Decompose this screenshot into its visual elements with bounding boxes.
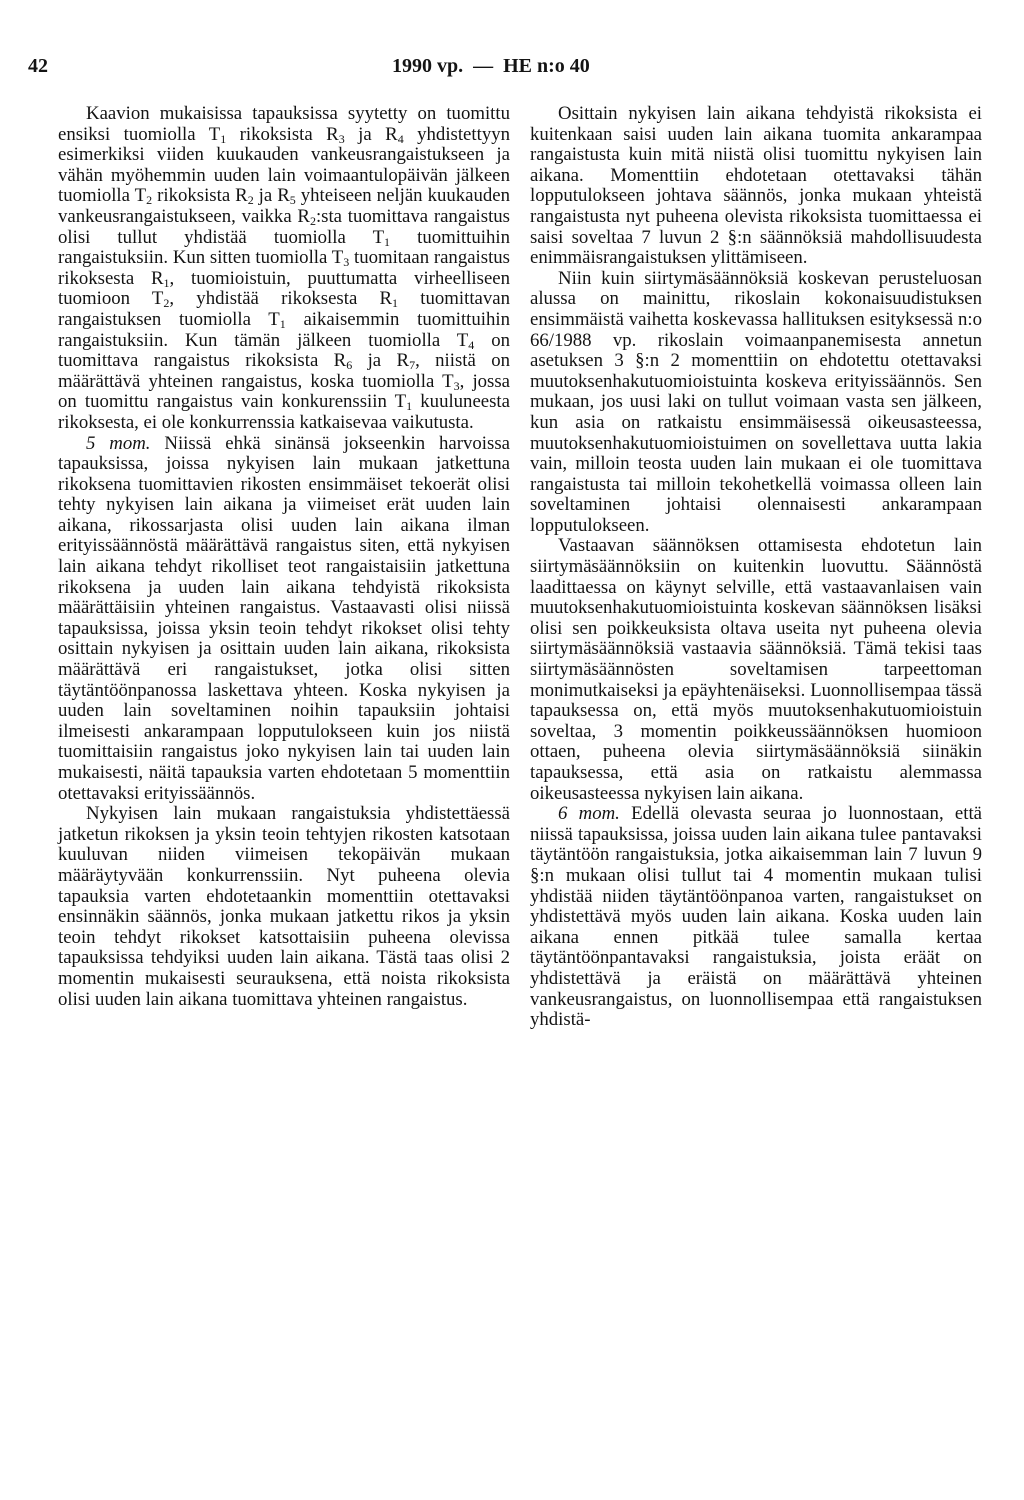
paragraph: Osittain nykyisen lain aikana tehdyistä rikoksista ei kuitenkaan saisi uuden lain aikana tuomita ankarampaa rangaistusta kuin mitä niistä olisi tuomittu nykyisen lain aikana. Momenttiin ehdotetaan otettavaksi tähän lopputulokseen johtava säännös, jonka mukaan yhteistä rangaistusta nyt puheena olevista rikoksista tuomittaessa ei saisi soveltaa 7 luvun 2 §:n säännöksiä mahdollisuudesta enimmäisrangaistuksen ylittämiseen. — [530, 103, 982, 269]
header-doc-id: HE n:o 40 — [503, 55, 590, 77]
running-head — [392, 55, 590, 78]
paragraph: 6 mom. Edellä olevasta seuraa jo luonnostaan, että niissä tapauksissa, joissa uuden lain aikana tulee pantavaksi täytäntöön rangaistuksia, jotka aikaisemman lain 7 luvun 9 §:n mukaan olisi tullut tai 4 momentin mukaan tulisi yhdistää niiden täytäntöönpanoa varten, rangaistukset on yhdistettävä myös uuden lain aikana. Koska uuden lain aikana ennen pitkää tulee samalla kertaa täytäntöönpantavaksi rangaistuksia, joista eräät on yhdistettävä ja eräistä on määrättävä yhteinen vankeusrangaistus, on luonnollisempaa että rangaistuksen yhdistä- — [530, 803, 982, 1031]
header-separator: — — [473, 55, 494, 77]
paragraph: Niin kuin siirtymäsäännöksiä koskevan perusteluosan alussa on mainittu, rikoslain kokonaisuudistuksen ensimmäistä vaihetta koskevassa hallituksen esityksessä n:o 66/1988 vp. rikoslain voimaanpanemisesta annetun asetuksen 3 §:n 2 momenttiin on ehdotettu otettavaksi muutoksenhakutuomioistuinta koskeva erityissäännös. Sen mukaan, jos uusi laki on tullut voimaan vasta sen jälkeen, kun asia on ratkaistu ensimmäisessä oikeusasteessa, muutoksenhakutuomioistuimen on sovellettava uutta lakia vain, milloin teosta uuden lain mukaan ei ole tuomittava rangaistusta tai milloin tekohetkellä voimassa olleen lain soveltaminen johtaisi olennaisesti ankarampaan lopputulokseen. — [530, 267, 982, 536]
paragraph: Vastaavan säännöksen ottamisesta ehdotetun lain siirtymäsäännöksiin on kuitenkin luovuttu. Säännöstä laadittaessa on käynyt selville, että vastaavanlaisen vain muutoksenhakutuomioistuinta koskevan säännöksen lisäksi olisi sen poikkeuksista oltava useita nyt puheena olevia siirtymäsäännöksiä vastaavia säännöksiä. Tämä tekisi taas siirtymäsäännösten soveltamisen tarpeettoman monimutkaiseksi ja epäyhtenäiseksi. Luonnollisempaa tässä tapauksessa on, että myös muutoksenhakutuomioistuin soveltaa, 3 momentin poikkeussäännöksen huomioon ottaen, puheena olevia siirtymäsäännöksiä siinäkin tapauksessa, että asia on ratkaistu alemmassa oikeusasteessa nykyisen lain aikana. — [530, 535, 982, 804]
page-header — [0, 55, 1024, 85]
right-column — [530, 104, 982, 1031]
section-label: 6 mom. — [558, 803, 620, 825]
left-column — [58, 104, 510, 1010]
paragraph: 5 mom. Niissä ehkä sinänsä jokseenkin harvoissa tapauksissa, joissa nykyisen lain mukaan jatkettuna rikoksena tuomittavien rikosten ensimmäiset tekoerät olisi tehty nykyisen lain aikana ja viimeiset erät uuden lain aikana, rikossarjasta olisi uuden lain aikana ilman erityissäännöstä määrättävä rangaistus siten, että nykyisen lain aikana tehdyt rikolliset teot rangaistaisiin jatkettuna rikoksena ja uuden lain aikana tehdyistä rikoksista määrättäisiin yhteinen rangaistus. Vastaavasti olisi niissä tapauksissa, joissa yksin teoin tehdyt rikokset olisi tehty osittain nykyisen ja osittain uuden lain aikana, rikoksista määrättävä eri rangaistukset, jotka olisi sitten täytäntöönpanossa laskettava yhteen. Koska nykyisen ja uuden lain soveltaminen noihin tapauksiin johtaisi ilmeisesti ankarampaan lopputulokseen kuin jos niistä tuomittaisiin rangaistus joko nykyisen lain tai uuden lain mukaisesti, näitä tapauksia varten ehdotetaan 5 momenttiin otettavaksi erityissäännös. — [58, 432, 510, 804]
paragraph: Nykyisen lain mukaan rangaistuksia yhdistettäessä jatketun rikoksen ja yksin teoin tehtyjen rikosten katsotaan kuuluvan niiden viimeisen tekopäivän mukaan määräytyvään konkurrenssiin. Nyt puheena olevia tapauksia varten ehdotetaankin momenttiin otettavaksi ensinnäkin säännös, jonka mukaan jatkettu rikos ja yksin teoin tehdyt rikokset katsottaisiin puheena olevissa tapauksissa tehdyiksi uuden lain aikana. Tästä taas olisi 2 momentin mukaisesti seurauksena, että noista rikoksista olisi uuden lain aikana tuomittava yhteinen rangaistus. — [58, 803, 510, 1010]
page-number: 42 — [28, 55, 48, 77]
paragraph: Kaavion mukaisissa tapauksissa syytetty on tuomittu ensiksi tuomiolla $T_1$ rikoksista $R_3$ ja $R_4$ yhdistettyyn esimerkiksi viiden kuukauden vankeusrangaistukseen ja vähän myöhemmin uuden lain voimaantulopäivän jälkeen tuomiolla $T_2$ rikoksista $R_2$ ja $R_5$ yhteiseen neljän kuukauden vankeusrangaistukseen, vaikka $R_2:sta$ tuomittava rangaistus olisi tullut yhdistää tuomiolla $T_1$ tuomittuihin rangaistuksiin. Kun sitten tuomiolla $T_3$ tuomitaan rangaistus rikoksesta $R_1$, tuomioistuin, puuttumatta virheelliseen tuomioon $T_2$, yhdistää rikoksesta $R_1$ tuomittavan rangaistuksen tuomiolla $T_1$ aikaisemmin tuomittuihin rangaistuksiin. Kun tämän jälkeen tuomiolla $T_4$ on tuomittava rangaistus rikoksista $R_6$ ja $R_7$, niistä on määrättävä yhteinen rangaistus, koska tuomiolla $T_3$, jossa on tuomittu rangaistus vain konkurenssiin $T_1$ kuuluneesta rikoksesta, ei ole konkurrenssia katkaisevaa vaikutusta. — [58, 103, 511, 433]
section-label: 5 mom. — [86, 432, 151, 454]
header-year: 1990 vp. — [392, 55, 464, 77]
